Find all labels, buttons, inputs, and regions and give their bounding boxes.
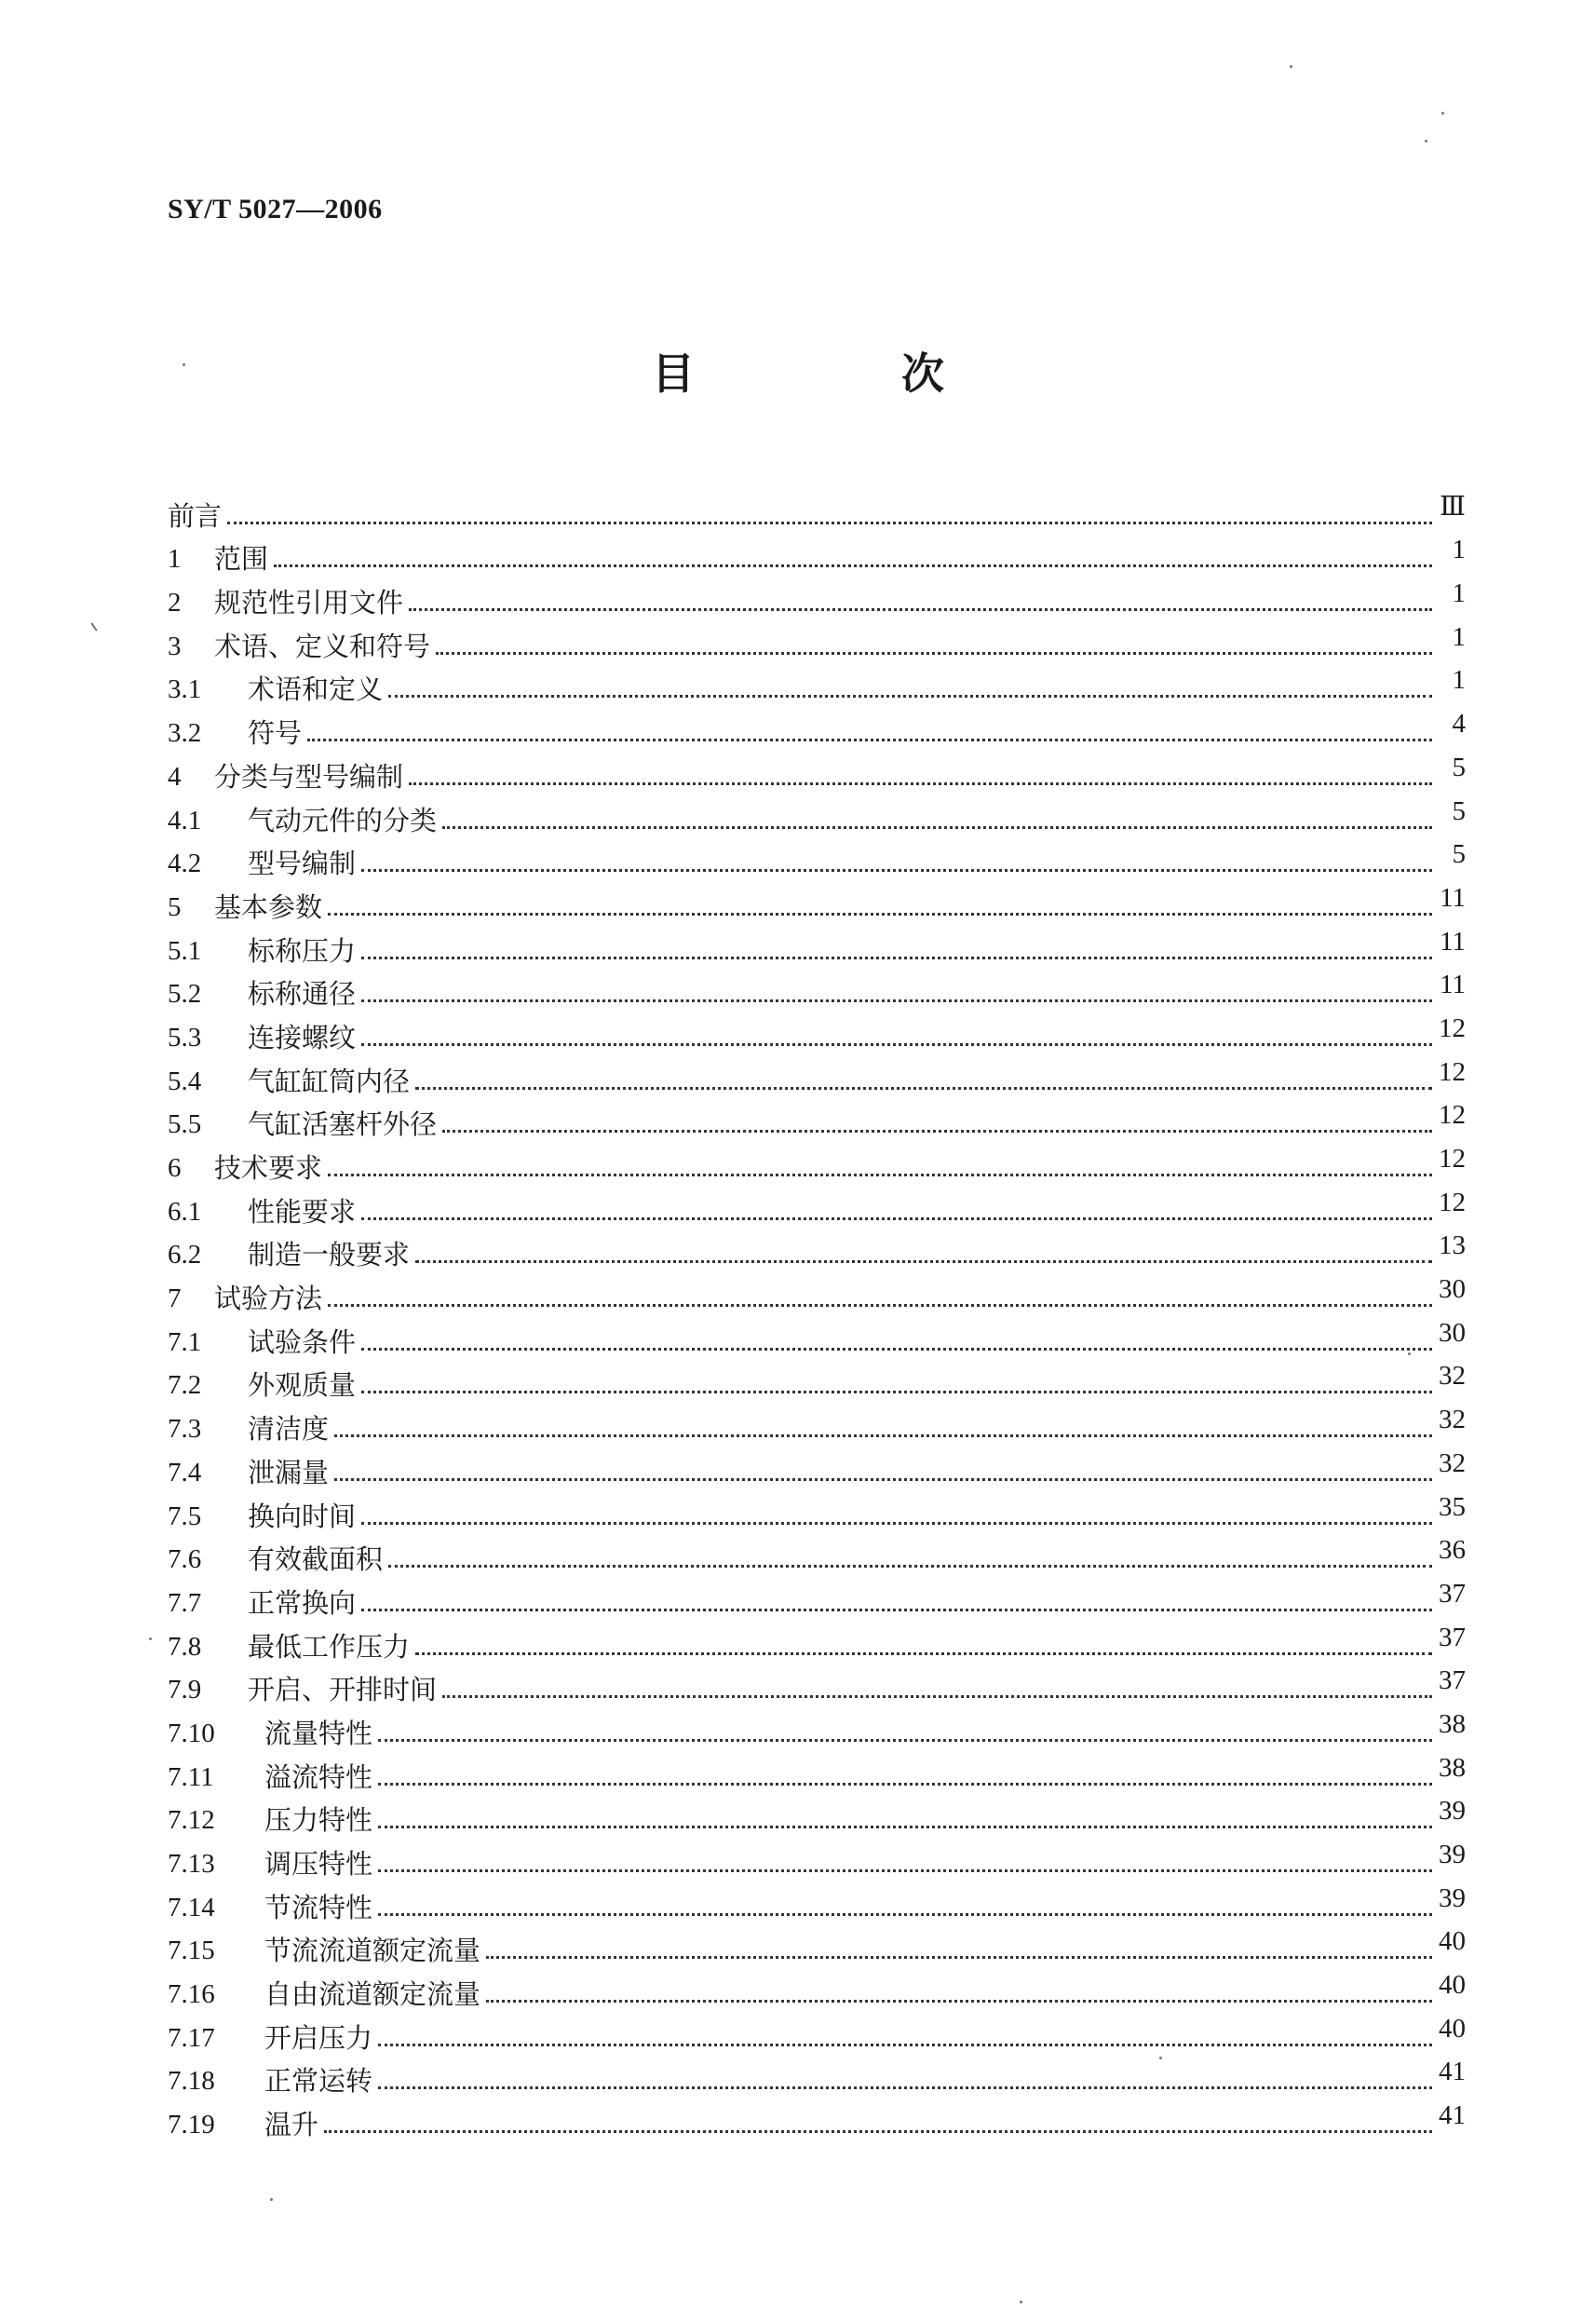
toc-entry-page: 12	[1439, 1187, 1466, 1217]
toc-entry-page: 40	[1439, 2013, 1466, 2044]
dot-leader	[388, 695, 1432, 698]
scan-speck	[1020, 2301, 1022, 2303]
scan-speck	[90, 622, 97, 631]
scan-speck	[1290, 65, 1292, 68]
toc-entry-page: 5	[1452, 795, 1466, 826]
toc-entry-number: 6	[168, 1153, 182, 1183]
toc-entry-label: 开启、开排时间	[248, 1674, 438, 1706]
toc-entry-number: 2	[168, 588, 182, 618]
dot-leader	[274, 564, 1432, 567]
scan-speck	[149, 1637, 152, 1640]
dot-leader	[378, 1826, 1432, 1828]
toc-entry-number: 5.3	[168, 1022, 202, 1053]
toc-entry-number: 7.4	[168, 1457, 202, 1488]
toc-entry-label: 有效截面积	[248, 1543, 384, 1576]
toc-entry	[168, 747, 1466, 791]
dot-leader	[361, 957, 1432, 959]
toc-entry-label: 开启压力	[264, 2021, 373, 2054]
dot-leader	[334, 1478, 1432, 1481]
toc-entry-label: 基本参数	[214, 890, 323, 923]
toc-entry	[168, 921, 1466, 965]
toc-entry	[168, 1052, 1466, 1095]
toc-entry	[168, 2052, 1466, 2096]
toc-entry	[168, 877, 1466, 921]
toc-entry-number: 7.10	[168, 1718, 215, 1748]
toc-entry-number: 3.2	[168, 718, 202, 749]
toc-entry	[168, 1834, 1466, 1878]
toc-entry-label: 术语和定义	[248, 673, 384, 706]
toc-entry-page: 4	[1452, 709, 1466, 740]
dot-leader	[378, 2086, 1432, 2089]
toc-entry-number: 3	[168, 631, 182, 661]
toc-entry-page: 41	[1439, 2057, 1466, 2087]
toc-entry-page: 36	[1439, 1535, 1466, 1566]
toc-entry-page: 12	[1439, 1100, 1466, 1131]
toc-entry-page: 30	[1439, 1274, 1466, 1305]
toc-entry	[168, 1922, 1466, 1965]
dot-leader	[409, 782, 1432, 785]
toc-entry-number: 4	[168, 761, 182, 792]
dot-leader	[328, 1304, 1432, 1307]
toc-entry-number: 4.2	[168, 849, 202, 879]
toc-entry-page: 12	[1439, 1056, 1466, 1087]
toc-entry-label: 外观质量	[248, 1369, 357, 1402]
toc-entry-number: 7	[168, 1284, 182, 1314]
toc-entry-label: 试验方法	[214, 1283, 323, 1315]
toc-entry	[168, 1704, 1466, 1747]
toc-entry-page: 37	[1439, 1578, 1466, 1609]
toc-entry-number: 1	[168, 544, 182, 575]
toc-entry-page: 1	[1452, 621, 1466, 652]
dot-leader	[486, 1956, 1432, 1959]
toc-entry-page: 5	[1452, 839, 1466, 870]
toc-entry-number: 7.2	[168, 1370, 202, 1401]
dot-leader	[415, 1260, 1432, 1263]
toc-entry-label: 性能要求	[248, 1195, 357, 1228]
toc-entry	[168, 1356, 1466, 1400]
toc-entry-page: 1	[1452, 578, 1466, 609]
toc-entry-number: 7.5	[168, 1501, 202, 1531]
toc-entry-label: 最低工作压力	[248, 1630, 411, 1663]
dot-leader	[436, 652, 1432, 655]
toc-entry-label: 节流流道额定流量	[264, 1935, 481, 1967]
toc-entry-number: 7.19	[168, 2110, 215, 2140]
toc-entry-page: 11	[1440, 970, 1466, 1000]
toc-entry-label: 标称通径	[248, 978, 357, 1011]
toc-entry-page: 41	[1439, 2100, 1466, 2131]
toc-entry-page: 37	[1439, 1622, 1466, 1652]
toc-entry-page: 40	[1439, 1926, 1466, 1957]
toc-entry	[168, 1747, 1466, 1791]
toc-entry-label: 换向时间	[248, 1500, 357, 1532]
toc-entry-page: 30	[1439, 1317, 1466, 1348]
dot-leader	[227, 522, 1432, 524]
toc-entry-page: 37	[1439, 1665, 1466, 1696]
toc-entry-label: 气缸缸筒内径	[248, 1065, 411, 1097]
toc-entry-page: 32	[1439, 1361, 1466, 1392]
dot-leader	[378, 1913, 1432, 1916]
toc-entry	[168, 1661, 1466, 1705]
toc-entry-page: 39	[1439, 1796, 1466, 1827]
toc-entry	[168, 486, 1466, 530]
toc-entry	[168, 703, 1466, 750]
toc-entry-label: 节流特性	[264, 1891, 373, 1923]
toc-entry-page: Ⅲ	[1440, 491, 1466, 522]
toc-entry-label: 泄漏量	[248, 1456, 330, 1488]
dot-leader	[361, 869, 1432, 872]
toc-entry-number: 3.1	[168, 674, 202, 705]
toc-entry-page: 35	[1439, 1491, 1466, 1522]
toc-entry	[168, 2095, 1466, 2139]
toc-entry	[168, 617, 1466, 660]
toc-entry-page: 38	[1439, 1752, 1466, 1783]
toc-entry-label: 调压特性	[264, 1848, 373, 1880]
toc-entry-number: 7.1	[168, 1326, 202, 1357]
dot-leader	[361, 1348, 1432, 1351]
toc-entry-number: 7.12	[168, 1805, 215, 1836]
toc-entry-label: 正常换向	[248, 1586, 357, 1619]
toc-entry-number: 7.13	[168, 1849, 215, 1879]
toc-entry-number: 7.17	[168, 2022, 215, 2053]
scan-speck	[1159, 2057, 1162, 2059]
toc-entry-number: 5.4	[168, 1066, 202, 1096]
dot-leader	[328, 1174, 1432, 1176]
scan-speck	[1425, 140, 1427, 143]
toc-entry-number: 6.1	[168, 1196, 202, 1227]
toc-entry-number: 5.1	[168, 935, 202, 966]
toc-entry-label: 压力特性	[264, 1804, 373, 1837]
toc-entry	[168, 1791, 1466, 1835]
dot-leader	[361, 999, 1432, 1002]
toc-entry-page: 12	[1439, 1144, 1466, 1174]
dot-leader	[378, 2044, 1432, 2046]
dot-leader	[415, 1087, 1432, 1090]
toc-entry-page: 5	[1452, 752, 1466, 782]
toc-entry-page: 1	[1452, 535, 1466, 565]
toc-entry-number: 7.8	[168, 1631, 202, 1662]
toc-entry-number: 7.16	[168, 1979, 215, 2010]
toc-entry-number: 7.14	[168, 1892, 215, 1922]
toc-entry-number: 5	[168, 891, 182, 922]
table-of-contents	[168, 486, 1466, 2139]
toc-entry-number: 7.18	[168, 2066, 215, 2097]
toc-entry	[168, 1878, 1466, 1922]
dot-leader	[361, 1522, 1432, 1525]
dot-leader	[378, 1739, 1432, 1742]
toc-entry-label: 技术要求	[214, 1152, 323, 1184]
toc-entry-number: 7.3	[168, 1414, 202, 1445]
toc-entry	[168, 573, 1466, 617]
toc-entry-label: 气缸活塞杆外径	[248, 1108, 438, 1141]
toc-entry-number: 5.5	[168, 1109, 202, 1140]
toc-entry-number: 7.9	[168, 1675, 202, 1705]
dot-leader	[334, 1434, 1432, 1437]
dot-leader	[361, 1609, 1432, 1611]
toc-entry-page: 1	[1452, 665, 1466, 696]
toc-title: 目 次	[652, 348, 1026, 399]
toc-entry-label: 气动元件的分类	[248, 804, 438, 836]
dot-leader	[378, 1783, 1432, 1786]
dot-leader	[442, 826, 1432, 829]
toc-entry-label: 分类与型号编制	[214, 760, 404, 793]
toc-entry-label: 自由流道额定流量	[264, 1978, 481, 2011]
toc-entry-label: 标称压力	[248, 934, 357, 967]
toc-entry	[168, 1008, 1466, 1052]
toc-entry-page: 32	[1439, 1405, 1466, 1435]
toc-entry	[168, 1487, 1466, 1530]
dot-leader	[361, 1217, 1432, 1220]
toc-entry	[168, 1443, 1466, 1487]
scan-speck	[183, 363, 185, 366]
toc-entry	[168, 1138, 1466, 1182]
dot-leader	[307, 739, 1432, 741]
dot-leader	[388, 1565, 1432, 1568]
toc-entry-label: 型号编制	[248, 848, 357, 880]
toc-entry-label: 溢流特性	[264, 1760, 373, 1793]
dot-leader	[415, 1652, 1432, 1655]
toc-entry	[168, 1226, 1466, 1270]
toc-entry-number: 6.2	[168, 1240, 202, 1270]
toc-entry	[168, 1399, 1466, 1446]
dot-leader	[361, 1391, 1432, 1393]
scan-speck	[1408, 1352, 1411, 1355]
toc-entry	[168, 660, 1466, 704]
dot-leader	[486, 2000, 1432, 2003]
toc-entry	[168, 1269, 1466, 1315]
dot-leader	[324, 2130, 1432, 2133]
dot-leader	[378, 1869, 1432, 1872]
dot-leader	[442, 1695, 1432, 1698]
toc-entry-number: 4.1	[168, 805, 202, 835]
toc-entry-page: 11	[1440, 926, 1466, 957]
toc-entry-page: 40	[1439, 1970, 1466, 2001]
toc-entry-number: 5.2	[168, 979, 202, 1010]
toc-entry-label: 制造一般要求	[248, 1239, 411, 1271]
toc-entry-number: 7.11	[168, 1761, 214, 1792]
standard-code: SY/T 5027—2006	[168, 194, 383, 224]
toc-entry	[168, 2008, 1466, 2052]
dot-leader	[409, 608, 1432, 611]
toc-entry-label: 范围	[214, 543, 269, 576]
toc-entry-page: 13	[1439, 1230, 1466, 1261]
toc-entry	[168, 1095, 1466, 1139]
toc-entry-label: 温升	[264, 2109, 319, 2141]
toc-entry-page: 32	[1439, 1447, 1466, 1478]
toc-entry-page: 11	[1440, 882, 1466, 913]
dot-leader	[442, 1130, 1432, 1133]
toc-entry	[168, 530, 1466, 574]
toc-entry-page: 12	[1439, 1012, 1466, 1043]
toc-entry	[168, 835, 1466, 878]
toc-entry-label: 试验条件	[248, 1325, 357, 1358]
toc-entry-label: 术语、定义和符号	[214, 630, 431, 662]
toc-entry	[168, 1617, 1466, 1661]
dot-leader	[361, 1043, 1432, 1046]
toc-entry-page: 38	[1439, 1708, 1466, 1739]
toc-entry	[168, 1573, 1466, 1617]
toc-entry-page: 39	[1439, 1840, 1466, 1869]
toc-entry-page: 39	[1439, 1882, 1466, 1913]
toc-entry-number: 7.6	[168, 1544, 202, 1575]
toc-entry	[168, 1182, 1466, 1226]
toc-entry-label: 符号	[248, 717, 303, 750]
toc-entry-number: 7.7	[168, 1587, 202, 1618]
toc-entry	[168, 1964, 1466, 2011]
toc-entry	[168, 791, 1466, 835]
toc-entry-label: 正常运转	[264, 2065, 373, 2098]
toc-entry-label: 连接螺纹	[248, 1021, 357, 1053]
toc-entry-number: 7.15	[168, 1936, 215, 1966]
toc-entry	[168, 1312, 1466, 1356]
dot-leader	[328, 913, 1432, 916]
toc-entry-label: 前言	[168, 499, 223, 532]
toc-entry	[168, 1530, 1466, 1574]
toc-entry-label: 流量特性	[264, 1717, 373, 1749]
scan-speck	[1441, 112, 1444, 115]
toc-entry-label: 清洁度	[248, 1413, 330, 1446]
toc-entry	[168, 965, 1466, 1009]
toc-entry-label: 规范性引用文件	[214, 587, 404, 619]
scan-speck	[270, 2198, 273, 2201]
